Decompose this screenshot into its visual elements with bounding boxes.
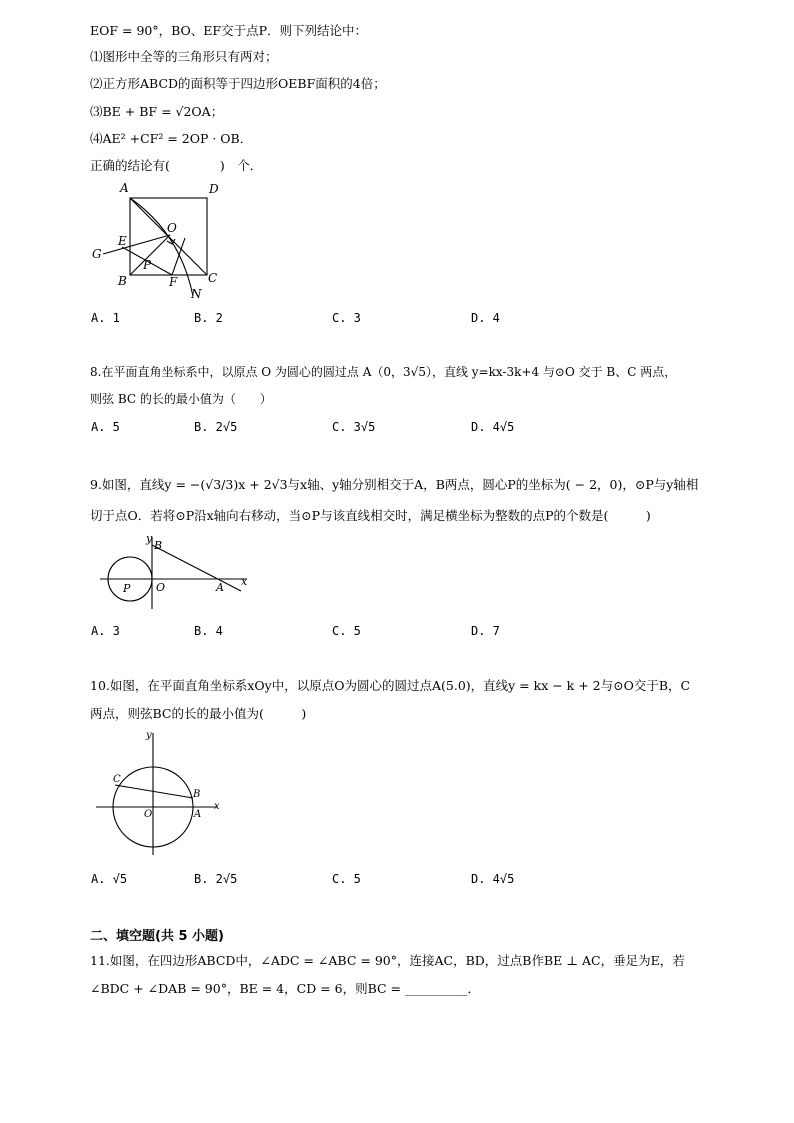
label-f: F	[169, 275, 178, 289]
q7-conclusion-4: ⑷AE² +CF² = 2OP · OB．	[90, 131, 253, 146]
q7-option-a: A. 1	[91, 311, 120, 325]
label-c: C	[113, 774, 121, 785]
label-o: O	[167, 221, 177, 235]
label-x: x	[241, 575, 248, 588]
q10-stem-line2: 两点，则弦BC的长的最小值为( )	[90, 706, 307, 721]
section-title: 二、填空题(共 5 小题)	[90, 929, 224, 944]
q10-option-a: A. √5	[91, 872, 128, 886]
q10-figure	[92, 725, 227, 860]
q10-option-c: C. 5	[332, 872, 361, 886]
q10-stem-line1: 10.如图，在平面直角坐标系xOy中，以原点O为圆心的圆过点A(5.0)，直线y = kx − k + 2与⊙O交于B，C	[90, 678, 691, 693]
q9-stem-line1: 9.如图，直线y = −(√3/3)x + 2√3与x轴、y轴分别相交于A，B两点，圆心P的坐标为( − 2，0)，⊙P与y轴相	[90, 477, 699, 492]
line-of	[172, 238, 185, 275]
line-on	[130, 198, 193, 296]
q7-conclusion-3: ⑶BE + BF = √2OA；	[90, 104, 224, 119]
q7-option-d: D. 4	[471, 311, 500, 325]
label-a: A	[194, 809, 202, 820]
q8-stem-line2: 则弦 BC 的长的最小值为（ ）	[90, 392, 272, 406]
label-p: P	[123, 582, 131, 595]
q7-option-b: B. 2	[194, 311, 223, 325]
chord-bc	[115, 785, 193, 798]
label-x: x	[214, 801, 220, 812]
label-b: B	[154, 539, 163, 552]
q8-option-c: C. 3√5	[332, 420, 376, 434]
line-ab	[152, 545, 241, 591]
label-e: E	[118, 234, 127, 248]
q9-option-d: D. 7	[471, 624, 500, 638]
label-p: P	[143, 258, 152, 272]
q10-option-d: D. 4√5	[471, 872, 515, 886]
label-b: B	[193, 789, 201, 800]
q8-option-b: B. 2√5	[194, 420, 238, 434]
label-y: y	[146, 533, 153, 545]
q7-conclusion-1: ⑴图形中全等的三角形只有两对；	[90, 49, 278, 64]
q8-option-a: A. 5	[91, 420, 120, 434]
q7-square-figure	[85, 178, 235, 303]
label-y: y	[146, 730, 152, 741]
label-a: A	[216, 581, 224, 594]
q11-stem-line2: ∠BDC + ∠DAB = 90°，BE = 4，CD = 6，则BC = __________．	[90, 981, 480, 996]
q9-figure	[95, 533, 260, 613]
label-d: D	[209, 182, 219, 196]
q7-conclusion-2: ⑵正方形ABCD的面积等于四边形OEBF面积的4倍；	[90, 76, 386, 91]
q9-option-a: A. 3	[91, 624, 120, 638]
label-c: C	[208, 271, 218, 285]
label-g: G	[92, 247, 102, 261]
q7-option-c: C. 3	[332, 311, 361, 325]
q11-stem-line1: 11.如图，在四边形ABCD中，∠ADC = ∠ABC = 90°，连接AC，BD，过点B作BE ⊥ AC，垂足为E，若	[90, 953, 685, 968]
q9-stem-line2: 切于点O．若将⊙P沿x轴向右移动，当⊙P与该直线相交时，满足横坐标为整数的点P的个数是( )	[90, 508, 651, 523]
q7-condition-line: EOF = 90°，BO、EF交于点P．则下列结论中：	[90, 23, 367, 38]
q8-stem-line1: 8.在平面直角坐标系中，以原点 O 为圆心的圆过点 A（0，3√5），直线 y=kx-3k+4 与⊙O 交于 B、C 两点，	[90, 365, 677, 379]
label-b: B	[118, 274, 127, 288]
q8-option-d: D. 4√5	[471, 420, 515, 434]
q7-question: 正确的结论有( ) 个．	[90, 158, 263, 173]
label-n: N	[191, 287, 202, 301]
label-o: O	[144, 809, 153, 820]
q9-option-c: C. 5	[332, 624, 361, 638]
label-a: A	[120, 181, 129, 195]
q10-option-b: B. 2√5	[194, 872, 238, 886]
q9-option-b: B. 4	[194, 624, 223, 638]
label-o: O	[156, 581, 166, 594]
